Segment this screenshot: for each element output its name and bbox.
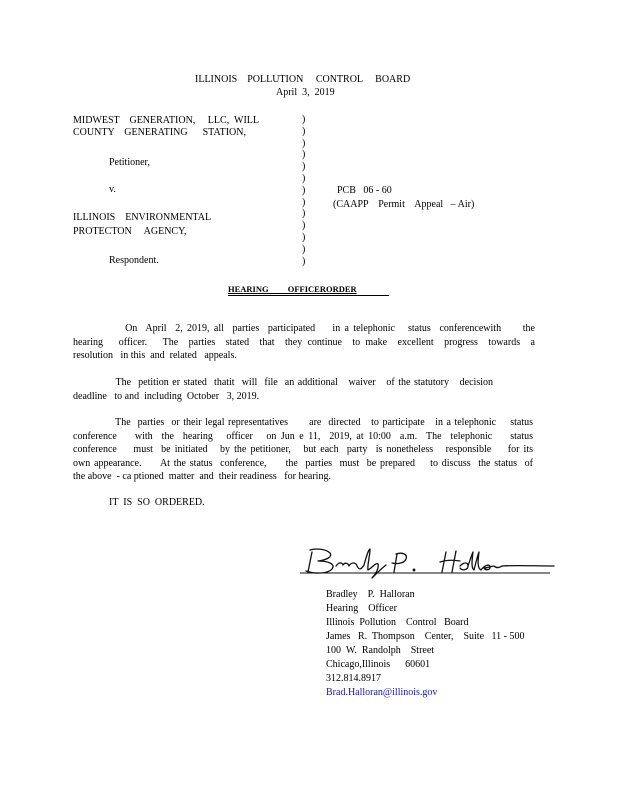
paren: ) xyxy=(302,137,306,149)
phone-number: 312.814.8917 xyxy=(326,673,381,684)
respondent-name-line1: ILLINOIS ENVIRONMENTAL xyxy=(73,212,212,223)
paren: ) xyxy=(302,184,306,196)
heading-underline xyxy=(228,295,389,296)
order-heading: HEARING OFFICERORDER xyxy=(228,284,357,294)
paren: ) xyxy=(302,125,306,137)
address-city: Chicago,Illinois 60601 xyxy=(326,659,431,670)
paren: ) xyxy=(302,149,306,161)
email-link[interactable]: Brad.Halloran@illinois.gov xyxy=(326,687,438,698)
paragraph-line: own appearance. At the status conference, the parties must be prepared to discuss the status of xyxy=(73,457,533,469)
paragraph-line: resolution in this and related appeals. xyxy=(73,350,237,361)
signer-name: Bradley P. Halloran xyxy=(326,589,415,600)
paragraph-3 xyxy=(73,416,533,484)
case-type: (CAAPP Permit Appeal – Air) xyxy=(333,199,475,210)
paren: ) xyxy=(302,196,306,208)
paren: ) xyxy=(302,172,306,184)
petitioner-label: Petitioner, xyxy=(109,157,150,168)
paragraph-2 xyxy=(73,376,493,403)
caption-parentheses xyxy=(302,114,305,267)
paragraph-1 xyxy=(73,322,535,363)
paren: ) xyxy=(302,243,306,255)
paragraph-line: hearing officer. The parties stated that they continue to make excellent progress towards a xyxy=(73,336,535,348)
paren: ) xyxy=(302,161,306,173)
address-building: James R. Thompson Center, Suite 11 - 500 xyxy=(326,631,525,642)
respondent-label: Respondent. xyxy=(109,255,159,266)
paragraph-line: The petition er stated thatit will file an additional waiver of the statutory decision xyxy=(73,377,493,388)
address-street: 100 W. Randolph Street xyxy=(326,645,435,656)
petitioner-name-line1: MIDWEST GENERATION, LLC, WILL xyxy=(73,115,259,126)
paren: ) xyxy=(302,231,306,243)
closing-statement: IT IS SO ORDERED. xyxy=(109,497,205,508)
board-title: ILLINOIS POLLUTION CONTROL BOARD xyxy=(195,74,411,85)
paren: ) xyxy=(302,220,306,232)
paren: ) xyxy=(302,208,306,220)
paragraph-line: the above - ca ptioned matter and their readiness for hearing. xyxy=(73,471,331,482)
order-date: April 3, 2019 xyxy=(276,87,335,98)
paragraph-line: The parties or their legal representatives are directed to participate in a telephonic status xyxy=(73,417,533,428)
paragraph-line: conference must be initiated by the petitioner, but each party is nonetheless responsible for its xyxy=(73,444,533,455)
paren: ) xyxy=(302,255,306,267)
versus: v. xyxy=(109,184,116,195)
paragraph-line: conference with the hearing officer on Jun e 11, 2019, at 10:00 a.m. The telephonic status xyxy=(73,430,533,442)
paragraph-line: deadline to and including October 3, 2019. xyxy=(73,390,260,402)
petitioner-name-line2: COUNTY GENERATING STATION, xyxy=(73,127,246,138)
case-number: PCB 06 - 60 xyxy=(337,185,392,196)
signer-agency: Illinois Pollution Control Board xyxy=(326,617,469,628)
signer-title: Hearing Officer xyxy=(326,603,397,614)
paren: ) xyxy=(302,114,306,125)
paragraph-line: On April 2, 2019, all parties participated in a telephonic status conferencewith the xyxy=(73,323,535,334)
respondent-name-line2: PROTECTON AGENCY, xyxy=(73,226,187,237)
signature-image xyxy=(296,544,558,584)
